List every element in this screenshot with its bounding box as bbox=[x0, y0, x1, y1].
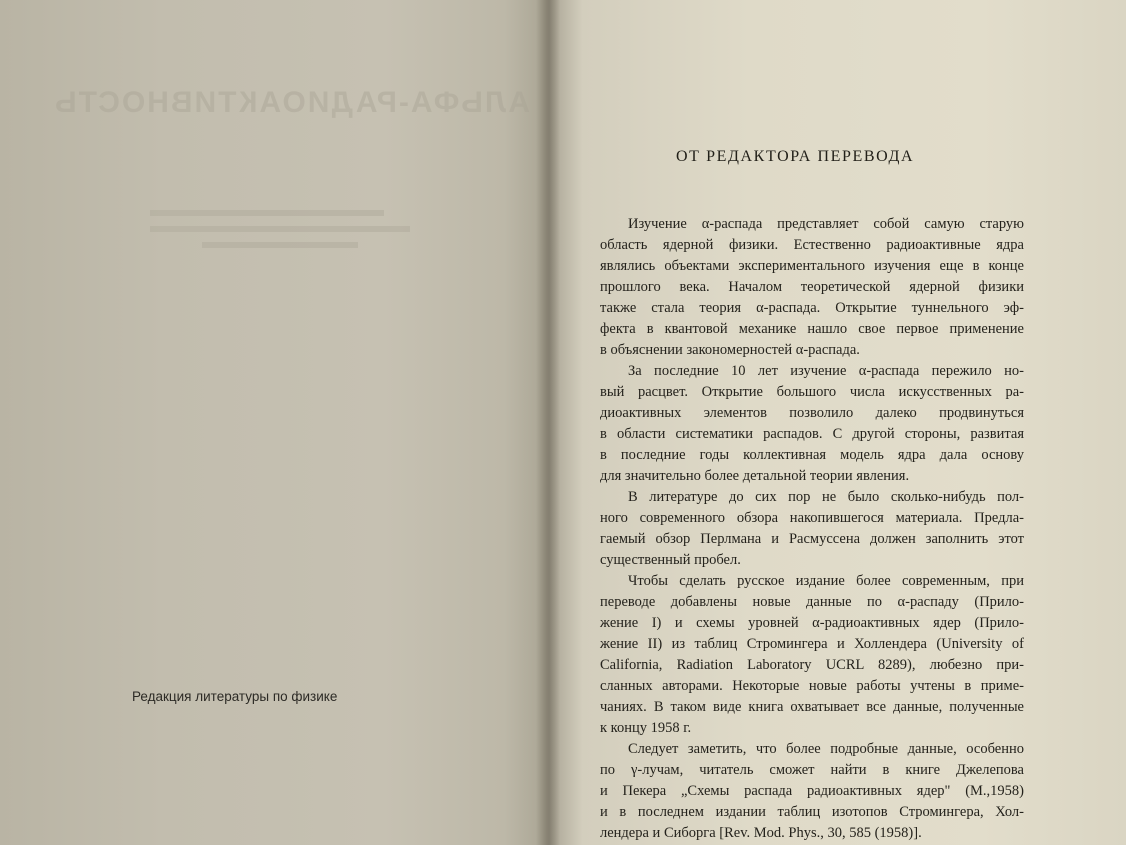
bleed-line bbox=[150, 226, 410, 232]
text-line: переводе добавлены новые данные по α-распаду (Прило- bbox=[600, 594, 1024, 610]
text-line: к концу 1958 г. bbox=[600, 720, 692, 736]
bleed-line bbox=[202, 242, 358, 248]
text-line: Следует заметить, что более подробные данные, особенно bbox=[628, 741, 1024, 757]
text-line: сланных авторами. Некоторые новые работы учтены в приме- bbox=[600, 678, 1024, 694]
bleed-through-title: АЛЬФА-РАДИОАКТИВНОСТЬ bbox=[53, 86, 530, 119]
text-line: Изучение α-распада представляет собой самую старую bbox=[628, 216, 1024, 232]
text-line: в последние годы коллективная модель ядра дала основу bbox=[600, 447, 1024, 463]
text-line: существенный пробел. bbox=[600, 552, 741, 568]
bleed-through-lines bbox=[150, 200, 410, 258]
page-heading: ОТ РЕДАКТОРА ПЕРЕВОДА bbox=[676, 148, 915, 165]
publisher-note: Редакция литературы по физике bbox=[132, 689, 338, 704]
text-line: и в последнем издании таблиц изотопов Стромингера, Хол- bbox=[600, 804, 1024, 820]
text-line: вый расцвет. Открытие большого числа искусственных ра- bbox=[600, 384, 1024, 400]
text-line: лендера и Сиборга [Rev. Mod. Phys., 30, 585 (1958)]. bbox=[600, 825, 922, 841]
text-line: За последние 10 лет изучение α-распада пережило но- bbox=[628, 363, 1024, 379]
text-line: для значительно более детальной теории явления. bbox=[600, 468, 910, 484]
text-line: California, Radiation Laboratory UCRL 8289), любезно при- bbox=[600, 657, 1024, 673]
text-line: жение I) и схемы уровней α-радиоактивных ядер (Прило- bbox=[600, 615, 1024, 631]
left-page bbox=[0, 0, 548, 845]
text-line: ного современного обзора накопившегося материала. Предла- bbox=[600, 510, 1024, 526]
bleed-line bbox=[150, 210, 384, 216]
text-line: фекта в квантовой механике нашло свое первое применение bbox=[600, 321, 1024, 337]
text-line: жение II) из таблиц Стромингера и Холлендера (University of bbox=[600, 636, 1024, 652]
text-line: чаниях. В таком виде книга охватывает все данные, полученные bbox=[600, 699, 1024, 715]
text-line: и Пекера „Схемы распада радиоактивных ядер" (М.,1958) bbox=[600, 783, 1024, 799]
text-line: диоактивных элементов позволило далеко продвинуться bbox=[600, 405, 1024, 421]
text-line: гаемый обзор Перлмана и Расмуссена должен заполнить этот bbox=[600, 531, 1024, 547]
body-text bbox=[600, 214, 1024, 844]
text-line: прошлого века. Началом теоретической ядерной физики bbox=[600, 279, 1024, 295]
text-line: по γ-лучам, читатель сможет найти в книге Джелепова bbox=[600, 762, 1024, 778]
text-line: в области систематики распадов. С другой стороны, развитая bbox=[600, 426, 1024, 442]
text-line: Чтобы сделать русское издание более современным, при bbox=[628, 573, 1024, 589]
text-line: В литературе до сих пор не было сколько-нибудь пол- bbox=[628, 489, 1024, 505]
text-line: также стала теория α-распада. Открытие туннельного эф- bbox=[600, 300, 1024, 316]
text-line: в объяснении закономерностей α-распада. bbox=[600, 342, 860, 358]
book-gutter bbox=[536, 0, 560, 845]
text-line: область ядерной физики. Естественно радиоактивные ядра bbox=[600, 237, 1024, 253]
text-line: являлись объектами экспериментального изучения еще в конце bbox=[600, 258, 1024, 274]
